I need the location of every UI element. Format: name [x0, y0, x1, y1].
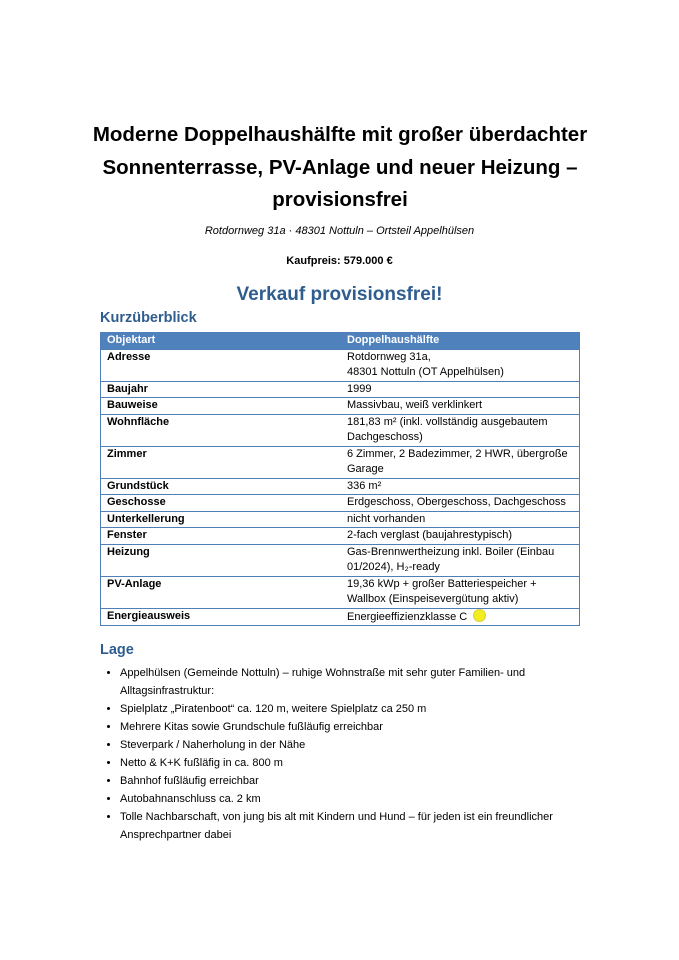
table-value: Doppelhaushälfte	[341, 333, 580, 350]
table-value-text: 6 Zimmer, 2 Badezimmer, 2 HWR, übergroße Garage	[347, 447, 568, 475]
table-row	[101, 528, 580, 545]
list-item: • Spielplatz „Piratenboot“ ca. 120 m, weitere Spielplatz ca 250 m	[120, 700, 600, 718]
table-row	[101, 511, 580, 528]
document-title: Moderne Doppelhaushälfte mit großer überdachter Sonnenterrasse, PV-Anlage und neuer Heizung – provisionsfrei	[92, 123, 588, 211]
table-row	[101, 608, 580, 626]
table-key: Heizung	[101, 544, 342, 576]
table-value-text: 181,83 m² (inkl. vollständig ausgebautem Dachgeschoss)	[347, 415, 548, 443]
table-value	[341, 576, 580, 608]
list-item: • Appelhülsen (Gemeinde Nottuln) – ruhige Wohnstraße mit sehr guter Familien- und Alltagsinfrastruktur:	[120, 664, 600, 700]
energy-class-dot-icon	[473, 609, 486, 622]
table-row	[101, 381, 580, 398]
table-value	[341, 495, 580, 512]
table-key: Baujahr	[101, 381, 342, 398]
list-item: • Autobahnanschluss ca. 2 km	[120, 790, 600, 808]
table-value	[341, 528, 580, 545]
table-value	[341, 511, 580, 528]
table-row	[101, 495, 580, 512]
table-value	[341, 398, 580, 415]
table-key: Unterkellerung	[101, 511, 342, 528]
table-key: Grundstück	[101, 478, 342, 495]
table-key: PV-Anlage	[101, 576, 342, 608]
list-item: • Mehrere Kitas sowie Grundschule fußläufig erreichbar	[120, 718, 600, 736]
table-value-text: 2-fach verglast (baujahrestypisch)	[347, 529, 513, 541]
table-value-text: 1999	[347, 382, 372, 395]
table-row	[101, 414, 580, 446]
table-key: Bauweise	[101, 398, 342, 415]
table-value	[341, 381, 580, 398]
table-value-text: Massivbau, weiß verklinkert	[347, 399, 483, 411]
price: Kaufpreis: 579.000 €	[286, 255, 393, 267]
table-row	[101, 576, 580, 608]
list-item: • Bahnhof fußläufig erreichbar	[120, 772, 600, 790]
table-value	[341, 608, 580, 626]
table-value-text: Rotdornweg 31a, 48301 Nottuln (OT Appelhülsen)	[347, 350, 504, 378]
table-value-text: 336 m²	[347, 479, 382, 492]
location-list	[100, 664, 600, 844]
table-key: Objektart	[101, 333, 342, 350]
address-line: Rotdornweg 31a · 48301 Nottuln – Ortsteil Appelhülsen	[204, 225, 475, 237]
table-key: Fenster	[101, 528, 342, 545]
list-item: • Netto & K+K fußläfig in ca. 800 m	[120, 754, 600, 772]
table-row	[101, 398, 580, 415]
table-value	[341, 544, 580, 576]
table-value-text: 19,36 kWp + großer Batteriespeicher + Wallbox (Einspeisevergütung aktiv)	[347, 577, 537, 605]
table-header-row	[101, 333, 580, 350]
table-row	[101, 544, 580, 576]
table-key: Adresse	[101, 349, 342, 381]
table-value-text: nicht vorhanden	[347, 512, 426, 525]
table-row	[101, 478, 580, 495]
list-item: • Tolle Nachbarschaft, von jung bis alt mit Kindern und Hund – für jeden ist ein freundlicher Ansprechpartner dabei	[120, 808, 600, 844]
promo-heading: Verkauf provisionsfrei!	[236, 284, 443, 305]
table-row	[101, 446, 580, 478]
table-key: Geschosse	[101, 495, 342, 512]
table-value-text: Energieeffizienzklasse C	[347, 610, 468, 623]
overview-heading: Kurzüberblick	[100, 310, 197, 326]
table-value	[341, 446, 580, 478]
table-value	[341, 478, 580, 495]
table-key: Energieausweis	[101, 608, 342, 626]
table-value-text: Erdgeschoss, Obergeschoss, Dachgeschoss	[347, 496, 566, 508]
list-item: • Steverpark / Naherholung in der Nähe	[120, 736, 600, 754]
table-value	[341, 349, 580, 381]
table-key: Wohnfläche	[101, 414, 342, 446]
table-key: Zimmer	[101, 446, 342, 478]
table-value	[341, 414, 580, 446]
overview-table	[100, 332, 580, 626]
table-row	[101, 349, 580, 381]
table-value-text: Gas-Brennwertheizung inkl. Boiler (Einbau 01/2024), H₂-ready	[347, 545, 555, 573]
location-heading: Lage	[100, 642, 134, 658]
